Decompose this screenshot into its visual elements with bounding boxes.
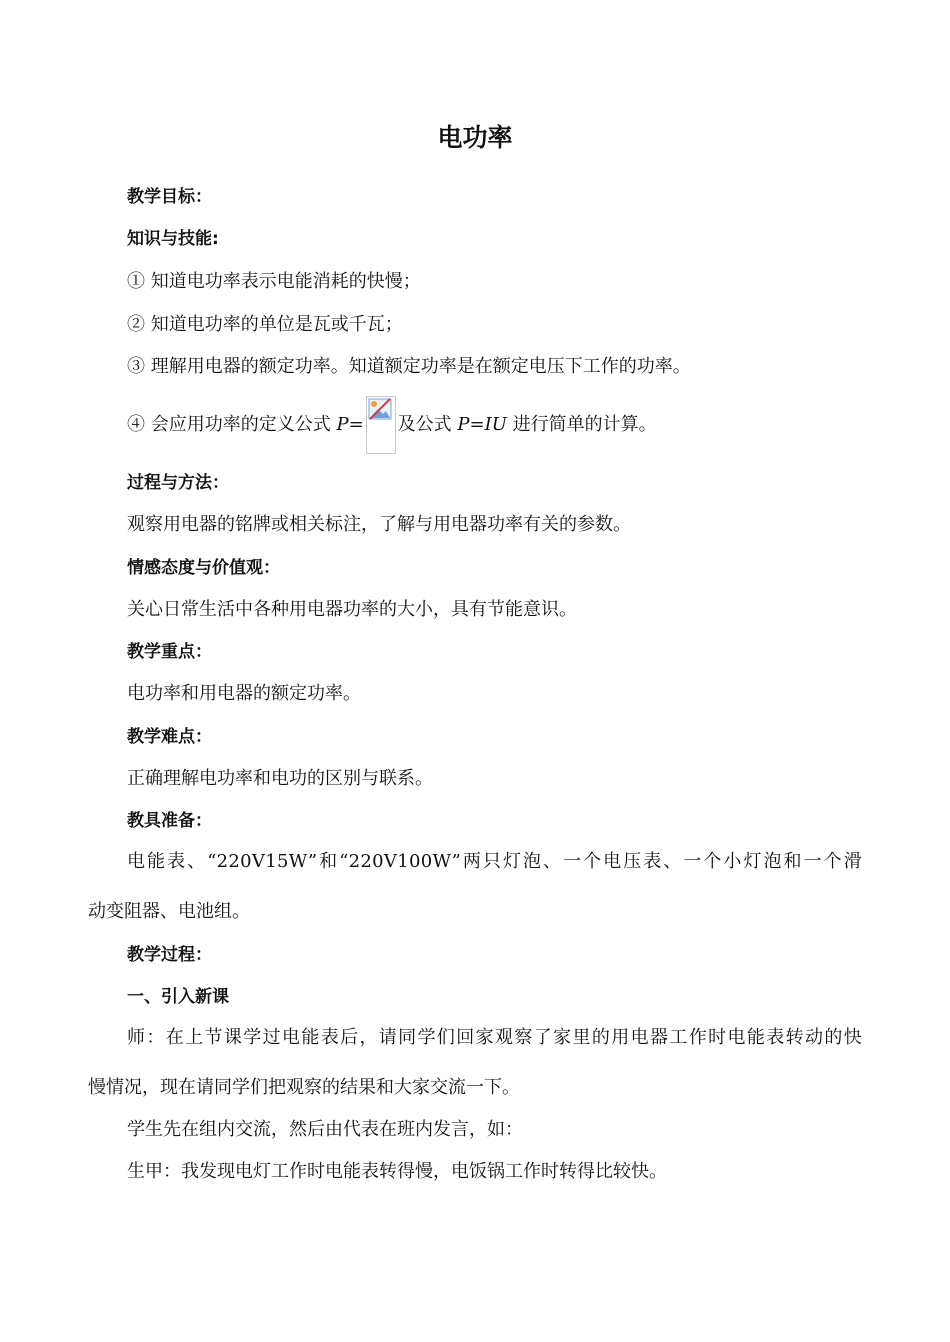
key-point-heading: 教学重点： xyxy=(127,642,212,662)
formula-equals: = xyxy=(348,414,364,435)
objectives-heading: 教学目标： xyxy=(127,187,212,207)
equipment-text-line-1: 电能表、“220V15W”和“220V100W”两只灯泡、一个电压表、一个小灯泡和一个滑 xyxy=(127,851,862,872)
process-method-heading: 过程与方法： xyxy=(127,473,229,493)
student-a-text: 生甲：我发现电灯工作时电能表转得慢，电饭锅工作时转得比较快。 xyxy=(127,1161,667,1182)
objective-item-1: ① 知道电功率表示电能消耗的快慢； xyxy=(127,271,421,292)
item4-text-before: ④ 会应用功率的定义公式 xyxy=(127,414,337,435)
students-text: 学生先在组内交流，然后由代表在班内发言，如： xyxy=(127,1119,523,1140)
key-point-text: 电功率和用电器的额定功率。 xyxy=(127,683,361,704)
item4-text-after: 进行简单的计算。 xyxy=(506,414,657,435)
objective-item-2: ② 知道电功率的单位是瓦或千瓦； xyxy=(127,314,403,335)
formula-p2: P xyxy=(457,414,470,435)
objective-item-4 xyxy=(127,396,657,454)
teaching-process-heading: 教学过程： xyxy=(127,945,212,965)
item4-text-middle: 及公式 xyxy=(397,414,458,435)
page-title: 电功率 xyxy=(437,123,513,152)
knowledge-heading: 知识与技能: xyxy=(127,229,219,249)
formula-p: P xyxy=(336,414,349,435)
process-method-text: 观察用电器的铭牌或相关标注，了解与用电器功率有关的参数。 xyxy=(127,514,631,535)
difficulty-text: 正确理解电功率和电功的区别与联系。 xyxy=(127,768,433,789)
objective-item-3: ③ 理解用电器的额定功率。知道额定功率是在额定电压下工作的功率。 xyxy=(127,356,691,377)
equipment-heading: 教具准备： xyxy=(127,811,212,831)
section-introduction-heading: 一、引入新课 xyxy=(127,987,229,1007)
formula-equals-2: = xyxy=(469,414,485,435)
emotion-heading: 情感态度与价值观： xyxy=(127,558,280,578)
formula-iu: IU xyxy=(484,414,507,435)
teacher-text-line-1: 师：在上节课学过电能表后，请同学们回家观察了家里的用电器工作时电能表转动的快 xyxy=(127,1027,862,1048)
broken-image-icon xyxy=(366,396,396,454)
difficulty-heading: 教学难点： xyxy=(127,727,212,747)
teacher-text-line-2: 慢情况，现在请同学们把观察的结果和大家交流一下。 xyxy=(88,1077,520,1098)
equipment-text-line-2: 动变阻器、电池组。 xyxy=(88,901,250,922)
emotion-text: 关心日常生活中各种用电器功率的大小，具有节能意识。 xyxy=(127,599,577,620)
